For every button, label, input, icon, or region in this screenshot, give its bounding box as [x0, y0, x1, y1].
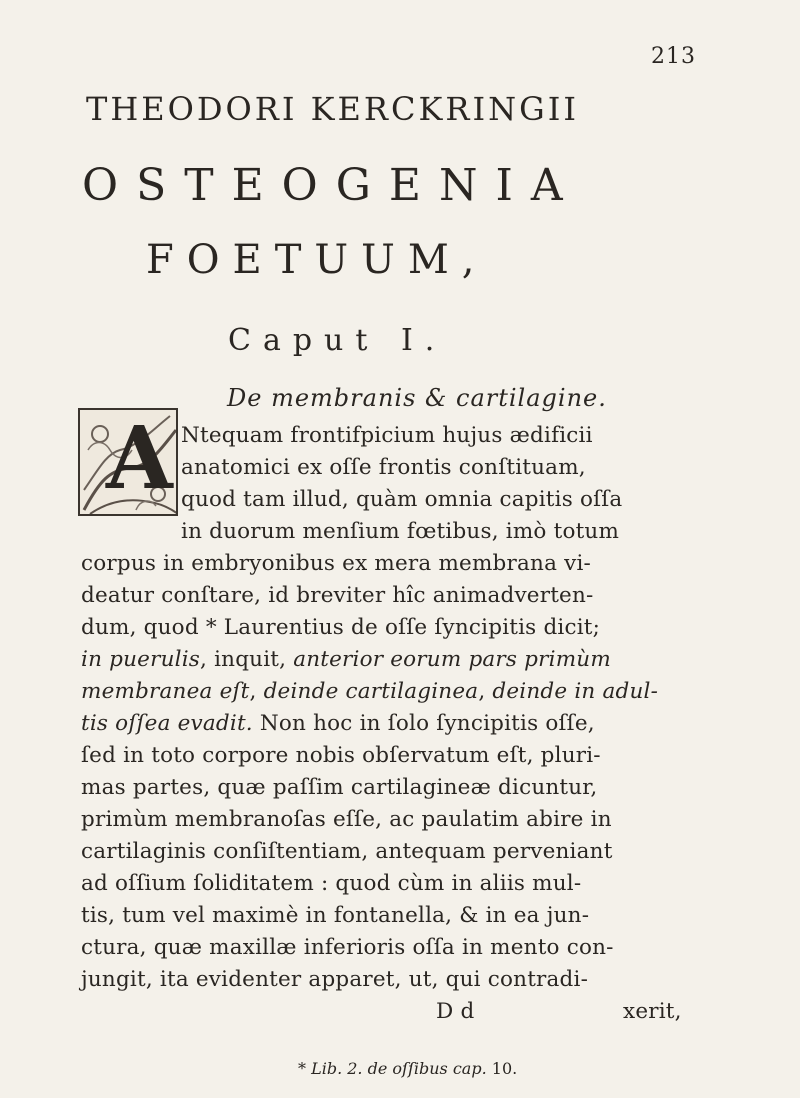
text-line	[81, 615, 600, 640]
author-heading: THEODORI KERCKRINGII	[86, 90, 579, 128]
text-segment: Ntequam frontifpicium hujus ædificii	[181, 423, 593, 448]
footnote-reference: Lib. 2. de oſſibus cap.	[311, 1059, 487, 1078]
text-segment: corpus in embryonibus ex mera membrana vi-	[81, 551, 592, 576]
footnote-marker: *	[298, 1059, 312, 1078]
text-line	[81, 839, 613, 864]
text-segment: tis oſſea evadit.	[81, 711, 253, 736]
text-line	[81, 903, 589, 928]
text-line	[81, 679, 658, 704]
title-line-2: FOETUUM,	[146, 237, 488, 283]
text-line	[81, 583, 594, 608]
text-segment: primùm membranoſas eſſe, ac paulatim abire in	[81, 807, 612, 832]
text-line	[181, 455, 586, 480]
text-line	[181, 423, 593, 448]
text-segment: membranea eſt	[81, 679, 250, 704]
text-segment: ſed in toto corpore nobis obſervatum eſt, pluri-	[81, 743, 601, 768]
text-line	[181, 519, 619, 544]
text-line	[81, 743, 601, 768]
text-line	[81, 807, 612, 832]
text-line	[81, 967, 588, 992]
chapter-heading: Caput I.	[228, 323, 447, 358]
text-line	[81, 647, 611, 672]
text-line	[181, 487, 622, 512]
text-segment: deinde cartilaginea	[263, 679, 479, 704]
chapter-subtitle: De membranis & cartilagine.	[227, 384, 607, 412]
text-line	[81, 871, 581, 896]
text-segment: mas partes, quæ paſſim cartilagineæ dicuntur,	[81, 775, 598, 800]
footnote-number: 10.	[486, 1059, 518, 1078]
text-segment: Non hoc in ſolo ſyncipitis oſſe,	[252, 711, 595, 736]
text-segment: in duorum menſium fœtibus, imò totum	[181, 519, 620, 544]
text-line	[81, 935, 614, 960]
text-segment: cartilaginis conſiſtentiam, antequam perveniant	[81, 839, 613, 864]
text-segment: dum, quod * Laurentius de oſſe ſyncipitis dicit;	[81, 615, 601, 640]
text-segment: deatur conſtare, id breviter hîc animadverten-	[81, 583, 594, 608]
text-line	[81, 711, 595, 736]
initial-letter: A	[106, 408, 173, 509]
footnote	[298, 1059, 517, 1078]
text-segment: , inquit,	[200, 647, 294, 672]
text-segment: quod tam illud, quàm omnia capitis oſſa	[181, 487, 623, 512]
page-number: 213	[651, 44, 696, 69]
text-segment: ad oſſium ſoliditatem : quod cùm in aliis mul-	[81, 871, 582, 896]
text-segment: anatomici ex oſſe frontis conſtituam,	[181, 455, 586, 480]
decorated-initial	[78, 408, 178, 516]
text-segment: ,	[478, 679, 493, 704]
catchword: xerit,	[623, 999, 682, 1024]
text-segment: tis, tum vel maximè in fontanella, & in ea jun-	[81, 903, 590, 928]
text-segment: anterior eorum pars primùm	[293, 647, 611, 672]
text-segment: deinde in adul-	[492, 679, 659, 704]
text-segment: jungit, ita evidenter apparet, ut, qui contradi-	[81, 967, 589, 992]
text-segment: ,	[249, 679, 264, 704]
text-segment: ctura, quæ maxillæ inferioris oſſa in mento con-	[81, 935, 614, 960]
text-line	[81, 551, 591, 576]
signature-mark: D d	[436, 999, 475, 1024]
text-segment: in puerulis	[81, 647, 201, 672]
text-line	[81, 775, 597, 800]
title-line-1: OSTEOGENIA	[82, 160, 581, 211]
